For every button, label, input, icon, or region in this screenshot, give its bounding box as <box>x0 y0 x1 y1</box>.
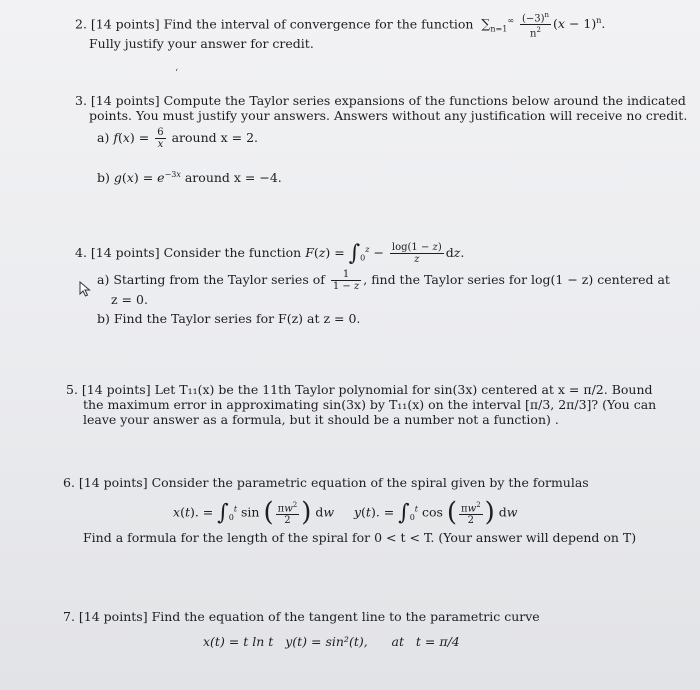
problem-points: [14 points] <box>78 475 148 490</box>
part-text: , find the Taylor series for log(1 − z) centered at <box>363 272 670 287</box>
problem-text: Consider the function <box>163 245 302 260</box>
stray-mark: ʻ <box>175 68 179 79</box>
problem-text: the maximum error in approximating sin(3x) by T₁₁(x) on the interval [π/3, 2π/3]? (You can <box>83 397 657 412</box>
problem-6 <box>63 475 636 545</box>
problem-text: Fully justify your answer for credit. <box>89 35 314 51</box>
problem-number: 2. <box>75 16 87 32</box>
problem-text: Consider the parametric equation of the spiral given by the formulas <box>151 475 589 490</box>
part-text: z = 0. <box>111 292 148 307</box>
problem-3 <box>75 93 687 185</box>
problem-text: points. You must justify your answers. Answers without any justification will receive no credit. <box>89 108 688 123</box>
problem-text: Compute the Taylor series expansions of the functions below around the indicated <box>163 93 686 108</box>
problem-text: leave your answer as a formula, but it should be a number not a function) . <box>83 412 559 427</box>
part-a: a) Starting from the Taylor series of $\frac{1}{1 - z}$ , find the Taylor series for log(1 − z) centered at <box>97 269 670 292</box>
spiral-formulas: x(t). = $\int_0^t$ sin ( $\frac{\pi w^2}{2}$ ) dw y(t). = $\int_0^t$ cos ( $\frac{\pi w^2}{2}$ ) dw <box>173 497 518 528</box>
problem-points: [14 points] <box>90 245 160 260</box>
part-label: b) <box>97 311 110 326</box>
problem-number: 6. <box>63 475 75 490</box>
problem-number: 5. <box>66 382 78 397</box>
problem-text: Find the interval of convergence for the function <box>163 16 474 32</box>
problem-7 <box>63 609 540 649</box>
tangent-equation: x(t) = t ln t y(t) = sin²(t), at t = π/4 <box>203 634 460 649</box>
problem-number: 7. <box>63 609 75 624</box>
problem-text: Let T₁₁(x) be the 11th Taylor polynomial for sin(3x) centered at x = π/2. Bound <box>154 382 653 397</box>
part-text: Starting from the Taylor series of <box>113 272 325 287</box>
problem-points: [14 points] <box>90 16 160 32</box>
problem-2 <box>75 10 605 51</box>
part-label: a) <box>97 272 110 287</box>
problem-text: Find a formula for the length of the spiral for 0 < t < T. (Your answer will depend on T) <box>83 530 637 546</box>
part-b: b) $g(x) = e^{-3x}$ around x = −4. <box>97 169 282 185</box>
problem-points: [14 points] <box>78 609 148 624</box>
problem-text: Find the equation of the tangent line to the parametric curve <box>151 609 540 624</box>
integral-formula: $F(z) = \int_0^z$ − $\frac{\log(1 - z)}{z}$ dz. <box>305 241 465 266</box>
problem-points: [14 points] <box>81 382 151 397</box>
part-text: Find the Taylor series for F(z) at z = 0. <box>113 311 361 326</box>
series-formula: $\sum_{n=1}^\infty$ $\frac{(-3)^n}{n^2}$ $(x - 1)^n$. <box>477 11 606 40</box>
problem-number: 4. <box>75 245 87 260</box>
mouse-pointer-icon <box>79 281 93 297</box>
part-label: b) <box>97 170 110 185</box>
problem-5 <box>66 382 656 427</box>
part-label: a) <box>97 130 110 145</box>
problem-4 <box>75 242 670 326</box>
problem-number: 3. <box>75 93 87 108</box>
part-a: a) f(x) = $\frac{6}{x}$ around x = 2. <box>97 127 259 150</box>
part-b <box>97 311 670 326</box>
part-text: around x = 2. <box>171 130 259 145</box>
part-text: around x = −4. <box>184 170 282 185</box>
problem-points: [14 points] <box>90 93 160 108</box>
